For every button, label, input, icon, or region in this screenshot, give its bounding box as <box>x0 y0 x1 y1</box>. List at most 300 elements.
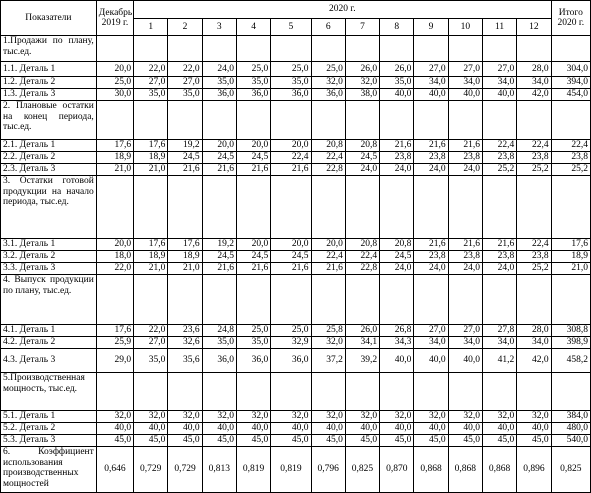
value-cell: 40,0 <box>168 423 202 435</box>
value-cell: 26,0 <box>345 62 379 77</box>
value-cell <box>345 36 379 62</box>
value-cell <box>271 176 311 239</box>
value-cell: 24,5 <box>345 152 379 164</box>
value-cell: 40,0 <box>414 349 448 373</box>
value-cell: 32,0 <box>380 411 414 423</box>
value-cell: 19,2 <box>168 140 202 152</box>
value-cell <box>96 101 133 140</box>
value-cell <box>448 101 482 140</box>
value-cell: 23,8 <box>482 251 516 263</box>
value-cell <box>168 101 202 140</box>
value-cell <box>168 176 202 239</box>
value-cell <box>202 373 236 411</box>
value-cell <box>96 36 133 62</box>
value-cell: 37,2 <box>311 349 345 373</box>
value-cell: 0,896 <box>517 447 551 493</box>
value-cell: 17,6 <box>96 325 133 337</box>
value-cell: 17,6 <box>96 140 133 152</box>
value-cell <box>380 176 414 239</box>
value-cell <box>202 36 236 62</box>
table-row <box>1 251 591 263</box>
value-cell: 22,4 <box>551 140 590 152</box>
value-cell <box>482 275 516 325</box>
value-cell: 24,0 <box>482 263 516 275</box>
value-cell <box>414 373 448 411</box>
value-cell: 20,0 <box>236 239 270 251</box>
value-cell: 20,0 <box>236 140 270 152</box>
value-cell: 40,0 <box>311 423 345 435</box>
value-cell: 25,8 <box>311 325 345 337</box>
value-cell: 22,0 <box>134 325 168 337</box>
section-row <box>1 176 591 239</box>
value-cell: 32,0 <box>345 411 379 423</box>
value-cell: 25,9 <box>96 337 133 349</box>
value-cell <box>448 275 482 325</box>
value-cell: 32,0 <box>168 411 202 423</box>
value-cell: 0,868 <box>414 447 448 493</box>
value-cell: 22,4 <box>345 251 379 263</box>
value-cell: 21,0 <box>551 263 590 275</box>
value-cell: 22,8 <box>311 164 345 176</box>
value-cell: 40,0 <box>448 349 482 373</box>
value-cell: 36,0 <box>236 89 270 101</box>
value-cell: 24,0 <box>345 164 379 176</box>
value-cell: 21,6 <box>414 140 448 152</box>
value-cell: 21,6 <box>236 263 270 275</box>
value-cell <box>551 373 590 411</box>
table-body <box>1 36 591 493</box>
december-2019-header: Декабрь 2019 г. <box>96 1 133 36</box>
month-header: 4 <box>236 19 270 36</box>
value-cell: 24,8 <box>202 325 236 337</box>
value-cell: 32,9 <box>271 337 311 349</box>
value-cell: 24,0 <box>380 263 414 275</box>
value-cell <box>202 176 236 239</box>
value-cell: 19,2 <box>202 239 236 251</box>
value-cell: 45,0 <box>414 435 448 447</box>
value-cell <box>236 275 270 325</box>
value-cell <box>236 373 270 411</box>
value-cell <box>96 176 133 239</box>
value-cell: 24,0 <box>414 164 448 176</box>
value-cell: 40,0 <box>345 423 379 435</box>
value-cell: 36,0 <box>202 89 236 101</box>
value-cell: 27,0 <box>448 62 482 77</box>
value-cell <box>517 176 551 239</box>
value-cell: 23,8 <box>448 251 482 263</box>
value-cell: 30,0 <box>96 89 133 101</box>
value-cell: 22,0 <box>168 62 202 77</box>
value-cell: 21,0 <box>168 263 202 275</box>
value-cell: 36,0 <box>236 349 270 373</box>
value-cell: 0,646 <box>96 447 133 493</box>
row-label: 2.3. Деталь 3 <box>1 164 97 176</box>
row-label: 5.2. Деталь 2 <box>1 423 97 435</box>
value-cell: 21,6 <box>311 263 345 275</box>
value-cell: 17,6 <box>551 239 590 251</box>
value-cell: 45,0 <box>380 435 414 447</box>
value-cell: 540,0 <box>551 435 590 447</box>
value-cell: 0,868 <box>448 447 482 493</box>
value-cell <box>271 275 311 325</box>
value-cell <box>202 101 236 140</box>
value-cell <box>517 101 551 140</box>
table-row <box>1 435 591 447</box>
value-cell: 32,0 <box>271 411 311 423</box>
value-cell <box>551 36 590 62</box>
total-2020-header: Итого 2020 г. <box>551 1 590 36</box>
value-cell: 20,0 <box>96 239 133 251</box>
value-cell <box>482 101 516 140</box>
value-cell: 27,0 <box>168 77 202 89</box>
value-cell <box>311 101 345 140</box>
month-header: 1 <box>134 19 168 36</box>
value-cell: 25,0 <box>236 62 270 77</box>
value-cell: 0,825 <box>551 447 590 493</box>
value-cell: 40,0 <box>448 423 482 435</box>
value-cell <box>311 176 345 239</box>
value-cell: 24,0 <box>202 62 236 77</box>
value-cell <box>345 176 379 239</box>
value-cell: 42,0 <box>517 349 551 373</box>
month-header: 11 <box>482 19 516 36</box>
value-cell: 40,0 <box>380 423 414 435</box>
value-cell: 22,0 <box>96 263 133 275</box>
table-row <box>1 164 591 176</box>
value-cell: 23,8 <box>482 152 516 164</box>
row-label: 1.2. Деталь 2 <box>1 77 97 89</box>
value-cell <box>380 275 414 325</box>
value-cell: 25,2 <box>482 164 516 176</box>
row-label: 3. Остатки готовой продукции на начало периода, тыс.ед. <box>1 176 97 239</box>
value-cell: 0,729 <box>134 447 168 493</box>
row-label: 2. Плановые остатки на конец периода, тыс.ед. <box>1 101 97 140</box>
value-cell: 0,870 <box>380 447 414 493</box>
value-cell: 32,0 <box>236 411 270 423</box>
value-cell: 35,6 <box>168 349 202 373</box>
value-cell <box>448 373 482 411</box>
value-cell <box>551 275 590 325</box>
value-cell: 24,5 <box>271 251 311 263</box>
value-cell: 32,0 <box>517 411 551 423</box>
value-cell: 22,4 <box>517 140 551 152</box>
indicator-header: Показатели <box>1 1 97 36</box>
value-cell <box>448 176 482 239</box>
value-cell: 40,0 <box>414 89 448 101</box>
value-cell <box>96 275 133 325</box>
value-cell: 23,8 <box>448 152 482 164</box>
value-cell: 45,0 <box>236 435 270 447</box>
value-cell: 0,729 <box>168 447 202 493</box>
value-cell: 27,0 <box>414 62 448 77</box>
value-cell: 27,0 <box>482 62 516 77</box>
value-cell <box>236 101 270 140</box>
value-cell: 26,0 <box>345 325 379 337</box>
month-header: 9 <box>414 19 448 36</box>
value-cell: 22,0 <box>134 62 168 77</box>
row-label: 4.2. Деталь 2 <box>1 337 97 349</box>
value-cell: 45,0 <box>482 435 516 447</box>
value-cell: 21,0 <box>134 164 168 176</box>
month-header: 6 <box>311 19 345 36</box>
value-cell: 45,0 <box>134 435 168 447</box>
value-cell: 25,0 <box>96 77 133 89</box>
value-cell: 22,4 <box>311 251 345 263</box>
value-cell: 304,0 <box>551 62 590 77</box>
value-cell: 36,0 <box>271 89 311 101</box>
value-cell: 40,0 <box>482 89 516 101</box>
table-row <box>1 349 591 373</box>
month-header: 2 <box>168 19 202 36</box>
value-cell: 23,6 <box>168 325 202 337</box>
value-cell <box>482 373 516 411</box>
month-header: 12 <box>517 19 551 36</box>
value-cell: 34,3 <box>380 337 414 349</box>
value-cell: 21,6 <box>482 239 516 251</box>
row-label: 1.Продажи по плану, тыс.ед. <box>1 36 97 62</box>
value-cell: 21,6 <box>414 239 448 251</box>
value-cell <box>134 373 168 411</box>
table-row <box>1 89 591 101</box>
value-cell <box>134 176 168 239</box>
table-row <box>1 325 591 337</box>
value-cell: 25,2 <box>551 164 590 176</box>
value-cell: 45,0 <box>168 435 202 447</box>
value-cell <box>414 275 448 325</box>
value-cell: 40,0 <box>517 423 551 435</box>
value-cell: 35,0 <box>380 77 414 89</box>
value-cell: 398,9 <box>551 337 590 349</box>
value-cell: 27,0 <box>134 77 168 89</box>
value-cell: 26,0 <box>380 62 414 77</box>
table-row <box>1 62 591 77</box>
row-label: 3.3. Деталь 3 <box>1 263 97 275</box>
row-label: 3.2. Деталь 2 <box>1 251 97 263</box>
value-cell: 24,5 <box>202 251 236 263</box>
value-cell <box>345 275 379 325</box>
value-cell <box>202 275 236 325</box>
value-cell: 18,9 <box>96 152 133 164</box>
value-cell: 23,8 <box>414 152 448 164</box>
value-cell <box>168 275 202 325</box>
value-cell: 23,8 <box>380 152 414 164</box>
value-cell: 21,6 <box>271 263 311 275</box>
value-cell: 40,0 <box>134 423 168 435</box>
row-label: 4.3. Деталь 3 <box>1 349 97 373</box>
value-cell: 32,0 <box>482 411 516 423</box>
value-cell: 34,0 <box>448 77 482 89</box>
value-cell <box>271 373 311 411</box>
value-cell: 23,8 <box>517 251 551 263</box>
row-label: 5.3. Деталь 3 <box>1 435 97 447</box>
value-cell: 21,0 <box>134 263 168 275</box>
value-cell <box>168 373 202 411</box>
value-cell: 38,0 <box>345 89 379 101</box>
value-cell: 27,0 <box>448 325 482 337</box>
value-cell: 40,0 <box>448 89 482 101</box>
value-cell <box>134 36 168 62</box>
value-cell: 40,0 <box>482 423 516 435</box>
value-cell: 25,2 <box>517 164 551 176</box>
value-cell: 32,0 <box>448 411 482 423</box>
value-cell: 22,4 <box>311 152 345 164</box>
value-cell: 35,0 <box>236 77 270 89</box>
row-label: 1.3. Деталь 3 <box>1 89 97 101</box>
value-cell: 24,5 <box>236 251 270 263</box>
value-cell: 27,0 <box>134 337 168 349</box>
month-header: 3 <box>202 19 236 36</box>
value-cell: 34,0 <box>517 77 551 89</box>
value-cell <box>311 373 345 411</box>
value-cell: 21,6 <box>168 164 202 176</box>
value-cell: 34,0 <box>448 337 482 349</box>
value-cell: 308,8 <box>551 325 590 337</box>
value-cell: 22,4 <box>517 239 551 251</box>
value-cell: 36,0 <box>271 349 311 373</box>
value-cell <box>168 36 202 62</box>
value-cell: 32,0 <box>311 77 345 89</box>
table-header <box>1 1 591 36</box>
value-cell: 24,5 <box>236 152 270 164</box>
value-cell: 45,0 <box>202 435 236 447</box>
value-cell: 34,0 <box>482 337 516 349</box>
table-row <box>1 152 591 164</box>
value-cell: 21,6 <box>448 239 482 251</box>
value-cell: 35,0 <box>134 349 168 373</box>
value-cell <box>482 176 516 239</box>
month-header: 10 <box>448 19 482 36</box>
value-cell: 29,0 <box>96 349 133 373</box>
value-cell: 22,8 <box>345 263 379 275</box>
value-cell <box>236 176 270 239</box>
value-cell: 35,0 <box>168 89 202 101</box>
value-cell <box>380 373 414 411</box>
value-cell: 34,1 <box>345 337 379 349</box>
value-cell: 27,0 <box>414 325 448 337</box>
value-cell: 25,0 <box>236 325 270 337</box>
value-cell <box>517 36 551 62</box>
value-cell: 20,8 <box>380 239 414 251</box>
value-cell: 24,5 <box>202 152 236 164</box>
value-cell: 20,8 <box>311 140 345 152</box>
value-cell: 18,9 <box>134 152 168 164</box>
value-cell: 0,825 <box>345 447 379 493</box>
value-cell <box>271 101 311 140</box>
value-cell: 21,6 <box>236 164 270 176</box>
value-cell <box>380 101 414 140</box>
value-cell: 42,0 <box>517 89 551 101</box>
value-cell: 24,5 <box>168 152 202 164</box>
value-cell: 34,0 <box>482 77 516 89</box>
value-cell: 40,0 <box>380 349 414 373</box>
value-cell: 20,0 <box>96 62 133 77</box>
value-cell: 35,0 <box>271 77 311 89</box>
value-cell: 32,6 <box>168 337 202 349</box>
table-row <box>1 239 591 251</box>
value-cell: 25,0 <box>311 62 345 77</box>
value-cell <box>311 275 345 325</box>
value-cell: 20,8 <box>345 239 379 251</box>
value-cell <box>134 275 168 325</box>
value-cell <box>517 275 551 325</box>
row-label: 4. Выпуск продукции по плану, тыс.ед. <box>1 275 97 325</box>
month-header: 5 <box>271 19 311 36</box>
value-cell: 40,0 <box>202 423 236 435</box>
value-cell: 41,2 <box>482 349 516 373</box>
value-cell: 18,9 <box>551 251 590 263</box>
value-cell <box>96 373 133 411</box>
value-cell: 28,0 <box>517 325 551 337</box>
table-row <box>1 423 591 435</box>
value-cell: 45,0 <box>345 435 379 447</box>
value-cell: 480,0 <box>551 423 590 435</box>
value-cell: 20,8 <box>345 140 379 152</box>
value-cell: 27,8 <box>482 325 516 337</box>
value-cell: 0,868 <box>482 447 516 493</box>
value-cell: 21,6 <box>271 164 311 176</box>
value-cell: 25,2 <box>517 263 551 275</box>
value-cell: 23,8 <box>414 251 448 263</box>
value-cell: 35,0 <box>236 337 270 349</box>
value-cell: 21,0 <box>96 164 133 176</box>
value-cell <box>134 101 168 140</box>
value-cell <box>380 36 414 62</box>
value-cell: 32,0 <box>414 411 448 423</box>
value-cell: 18,9 <box>168 251 202 263</box>
value-cell: 18,9 <box>134 251 168 263</box>
value-cell: 45,0 <box>448 435 482 447</box>
row-label: 2.1. Деталь 1 <box>1 140 97 152</box>
value-cell: 35,0 <box>134 89 168 101</box>
value-cell: 24,5 <box>380 251 414 263</box>
value-cell <box>448 36 482 62</box>
value-cell: 17,6 <box>168 239 202 251</box>
value-cell: 21,6 <box>448 140 482 152</box>
year-2020-header: 2020 г. <box>134 1 552 19</box>
value-cell: 20,0 <box>271 239 311 251</box>
value-cell <box>414 176 448 239</box>
value-cell <box>414 36 448 62</box>
value-cell: 45,0 <box>271 435 311 447</box>
value-cell <box>517 373 551 411</box>
month-header: 8 <box>380 19 414 36</box>
value-cell: 24,0 <box>448 263 482 275</box>
value-cell: 23,8 <box>551 152 590 164</box>
value-cell <box>414 101 448 140</box>
value-cell: 458,2 <box>551 349 590 373</box>
value-cell: 24,0 <box>380 164 414 176</box>
value-cell: 454,0 <box>551 89 590 101</box>
value-cell: 20,0 <box>202 140 236 152</box>
value-cell: 24,0 <box>448 164 482 176</box>
value-cell: 25,0 <box>271 62 311 77</box>
value-cell: 34,0 <box>517 337 551 349</box>
value-cell: 21,6 <box>202 263 236 275</box>
value-cell <box>345 373 379 411</box>
row-label: 2.2. Деталь 2 <box>1 152 97 164</box>
value-cell: 40,0 <box>236 423 270 435</box>
section-row <box>1 275 591 325</box>
value-cell: 40,0 <box>380 89 414 101</box>
row-label: 4.1. Деталь 1 <box>1 325 97 337</box>
value-cell: 394,0 <box>551 77 590 89</box>
value-cell: 21,6 <box>202 164 236 176</box>
value-cell: 32,0 <box>96 411 133 423</box>
value-cell: 40,0 <box>271 423 311 435</box>
table-row <box>1 411 591 423</box>
table-row <box>1 140 591 152</box>
table-row <box>1 263 591 275</box>
